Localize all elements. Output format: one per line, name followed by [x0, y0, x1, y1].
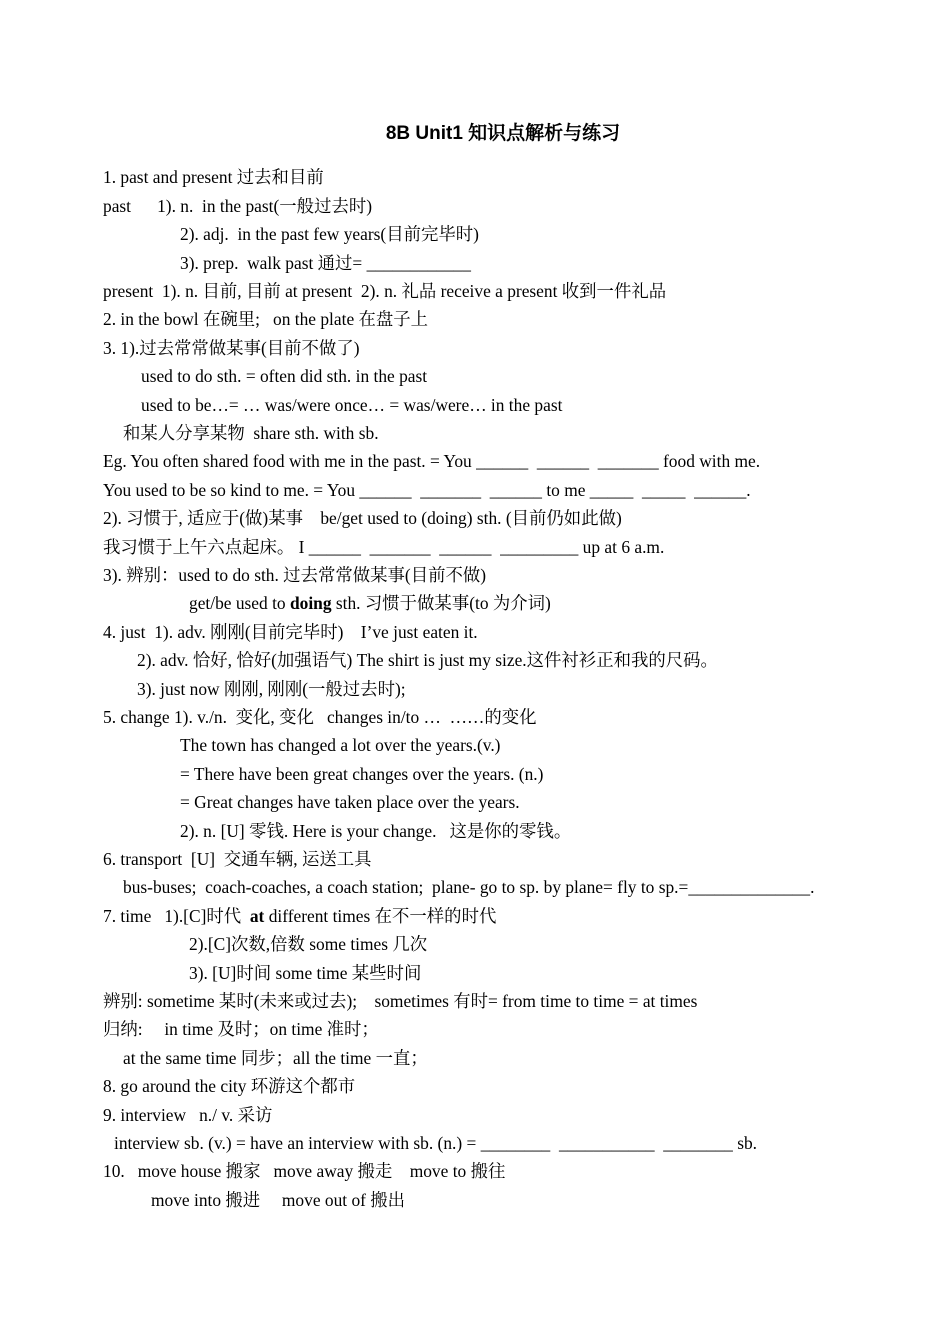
text-line: 2). n. [U] 零钱. Here is your change. 这是你的零钱。: [180, 821, 572, 841]
text-line: = Great changes have taken place over the years.: [180, 792, 520, 812]
text-line: 8. go around the city 环游这个都市: [103, 1076, 356, 1096]
text-line: 和某人分享某物 share sth. with sb.: [123, 423, 379, 443]
text-line: [103, 906, 496, 926]
text-line: present 1). n. 目前, 目前 at present 2). n. 礼品 receive a present 收到一件礼品: [103, 281, 667, 301]
exercise-line: You used to be so kind to me. = You ______ _______ ______ to me _____ _____ ______.: [103, 480, 751, 500]
text-segment: get/be used to: [189, 593, 290, 613]
text-line: 3). just now 刚刚, 刚刚(一般过去时);: [137, 679, 406, 699]
exercise-line: interview sb. (v.) = have an interview with sb. (n.) = ________ ___________ ________ sb.: [114, 1133, 758, 1153]
exercise-line: 我习惯于上午六点起床。 I ______ _______ ______ _________ up at 6 a.m.: [103, 537, 665, 557]
bold-text: at: [249, 906, 265, 926]
text-line: 2). adv. 恰好, 恰好(加强语气) The shirt is just my size.这件衬衫正和我的尺码。: [137, 650, 718, 670]
text-line: 9. interview n./ v. 采访: [103, 1105, 273, 1125]
text-line: 5. change 1). v./n. 变化, 变化 changes in/to … ……的变化: [103, 707, 537, 727]
text-line: 2). 习惯于, 适应于(做)某事 be/get used to (doing) sth. (目前仍如此做): [103, 508, 622, 528]
text-line: 1. past and present 过去和目前: [103, 167, 324, 187]
text-line: 3). prep. walk past 通过= ____________: [180, 253, 471, 273]
text-line: 3). 辨别：used to do sth. 过去常常做某事(目前不做): [103, 565, 487, 585]
text-line: used to be…= … was/were once… = was/were… in the past: [141, 395, 563, 415]
text-line: = There have been great changes over the years. (n.): [180, 764, 544, 784]
text-line: 4. just 1). adv. 刚刚(目前完毕时) I’ve just eaten it.: [103, 622, 478, 642]
text-line: [189, 593, 551, 613]
text-line: at the same time 同步；all the time 一直；: [123, 1048, 428, 1068]
text-segment: sth. 习惯于做某事(to 为介词): [331, 593, 551, 613]
text-line: 3. 1).过去常常做某事(目前不做了): [103, 338, 360, 358]
text-line: 10. move house 搬家 move away 搬走 move to 搬往: [103, 1161, 506, 1181]
text-line: 2).[C]次数,倍数 some times 几次: [189, 934, 428, 954]
text-line: 6. transport [U] 交通车辆, 运送工具: [103, 849, 372, 869]
text-line: 3). [U]时间 some time 某些时间: [189, 963, 422, 983]
text-line: The town has changed a lot over the years.(v.): [180, 735, 501, 755]
page-title: 8B Unit1 知识点解析与练习: [385, 123, 621, 144]
text-line: 2). adj. in the past few years(目前完毕时): [180, 224, 479, 244]
text-segment: 7. time 1).[C]时代: [103, 906, 250, 926]
text-segment: different times 在不一样的时代: [264, 906, 497, 926]
text-line: 2. in the bowl 在碗里; on the plate 在盘子上: [103, 309, 429, 329]
exercise-line: bus-buses; coach-coaches, a coach station; plane- go to sp. by plane= fly to sp.=______________.: [123, 877, 815, 897]
text-line: past 1). n. in the past(一般过去时): [103, 196, 373, 216]
bold-text: doing: [289, 593, 332, 613]
text-line: 归纳: in time 及时；on time 准时；: [103, 1019, 379, 1039]
exercise-line: Eg. You often shared food with me in the past. = You ______ ______ _______ food with me.: [103, 451, 761, 471]
text-line: move into 搬进 move out of 搬出: [151, 1190, 406, 1210]
text-line: 辨别: sometime 某时(未来或过去); sometimes 有时= from time to time = at times: [103, 991, 698, 1011]
text-line: used to do sth. = often did sth. in the past: [141, 366, 428, 386]
